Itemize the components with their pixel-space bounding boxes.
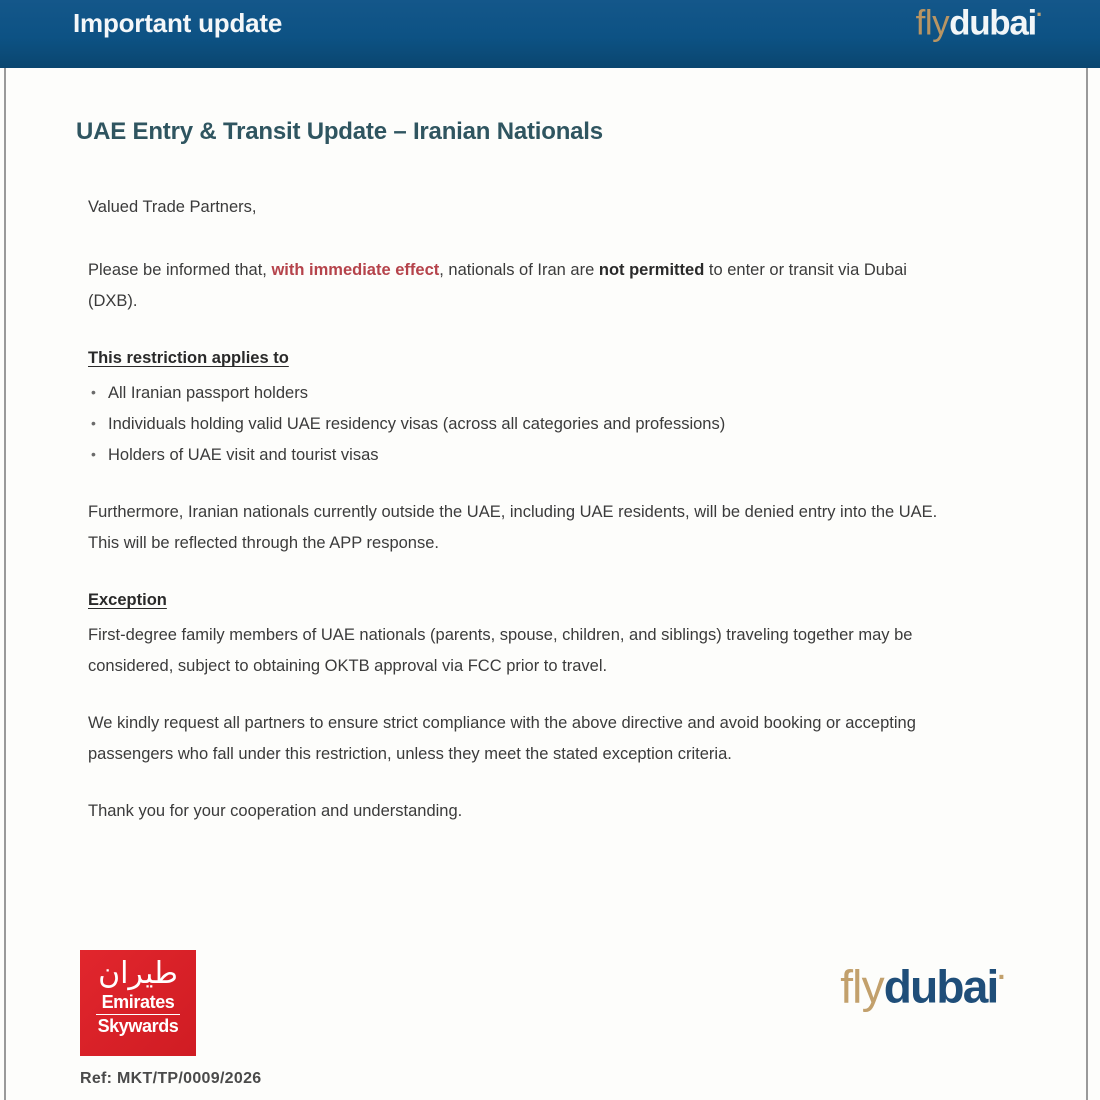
header-title: Important update xyxy=(73,8,283,38)
list-item: • Individuals holding valid UAE residency visas (across all categories and professions) xyxy=(88,409,958,440)
skywards-divider xyxy=(96,1014,180,1015)
intro-after: , nationals of Iran are xyxy=(439,261,599,279)
page-right-rule xyxy=(1086,0,1088,1100)
exception-heading xyxy=(88,585,958,616)
closing-paragraph: Thank you for your cooperation and understanding. xyxy=(88,802,463,820)
reference-number: Ref: MKT/TP/0009/2026 xyxy=(80,1070,262,1087)
intro-tail: to enter or transit via Dubai (DXB). xyxy=(88,261,907,310)
exception-paragraph: First-degree family members of UAE nationals (parents, spouse, children, and siblings) traveling together may be considered, subject to obtaining OKTB approval via FCC prior to travel. xyxy=(88,626,913,675)
emirates-skywards-logo xyxy=(80,950,196,1056)
logo-dubai-text: dubai xyxy=(949,3,1036,43)
flydubai-header-logo xyxy=(916,4,1042,41)
restriction-heading-text: This restriction applies to xyxy=(88,349,289,367)
emirates-wordmark: Emirates xyxy=(101,992,175,1012)
logo-fly-text: fly xyxy=(915,3,950,43)
footer-logo-dubai-text: dubai xyxy=(883,960,998,1013)
list-item: • Holders of UAE visit and tourist visas xyxy=(88,440,958,471)
header-band xyxy=(0,0,1100,68)
page-left-rule xyxy=(4,0,6,1100)
document-body xyxy=(88,192,958,853)
skywards-wordmark: Skywards xyxy=(97,1016,179,1036)
emirates-arabic-calligraphy-icon: طيران xyxy=(98,956,178,991)
restriction-list xyxy=(88,378,958,471)
salutation: Valued Trade Partners, xyxy=(88,198,257,216)
compliance-paragraph: We kindly request all partners to ensure strict compliance with the above directive and avoid booking or accepting passengers who fall under this restriction, unless they meet the stated exception criteria. xyxy=(88,714,916,763)
list-item: • All Iranian passport holders xyxy=(88,378,958,409)
intro-before: Please be informed that, xyxy=(88,261,272,279)
flydubai-footer-logo xyxy=(840,960,1005,1013)
footer-logo-fly-text: fly xyxy=(840,960,884,1013)
footer-logo-dot-icon: · xyxy=(997,961,1005,992)
exception-heading-text: Exception xyxy=(88,591,167,609)
logo-dot-icon: · xyxy=(1035,2,1042,27)
furthermore-paragraph: Furthermore, Iranian nationals currently outside the UAE, including UAE residents, will be denied entry into the UAE. This will be reflected through the APP response. xyxy=(88,503,938,552)
not-permitted-emphasis: not permitted xyxy=(598,261,705,279)
restriction-heading xyxy=(88,343,958,374)
page-title: UAE Entry & Transit Update – Iranian Nationals xyxy=(76,118,603,145)
intro-paragraph xyxy=(88,255,958,317)
immediate-effect-highlight: with immediate effect xyxy=(271,261,440,279)
